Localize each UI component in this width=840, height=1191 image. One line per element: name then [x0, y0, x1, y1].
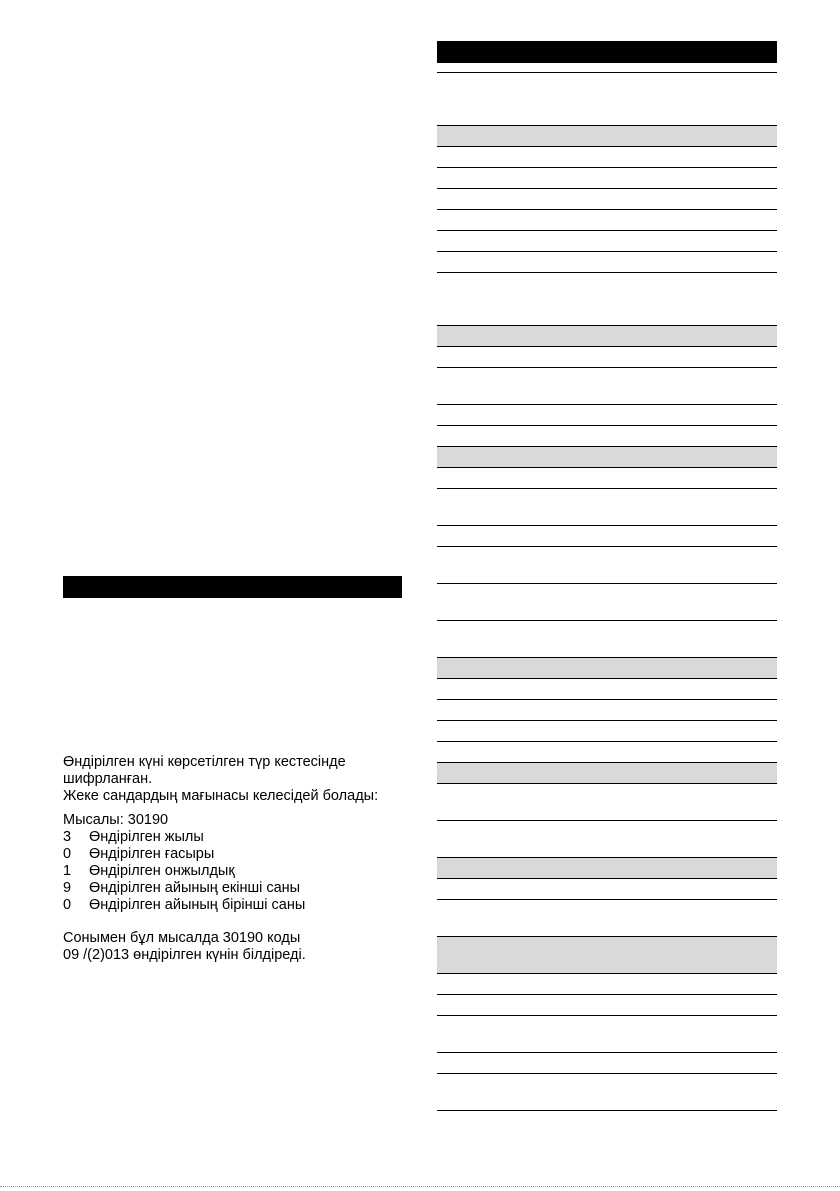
- list-desc: Өндірілген ғасыры: [89, 846, 215, 862]
- meaning-text: Жеке сандардың мағынасы келесідей болады:: [63, 788, 379, 804]
- table-row: [437, 820, 777, 858]
- table-row: [437, 878, 777, 900]
- table-row: [437, 546, 777, 584]
- list-digit: 1: [63, 863, 72, 879]
- list-item: [63, 846, 408, 863]
- table-row: [437, 583, 777, 621]
- table-row: [437, 525, 777, 547]
- table-group-row: [437, 857, 777, 879]
- table-row: [437, 899, 777, 937]
- table-group-row: [437, 446, 777, 468]
- table-row: [437, 973, 777, 995]
- list-desc: Өндірілген онжылдық: [89, 863, 235, 879]
- list-digit: 0: [63, 897, 72, 913]
- list-item: [63, 897, 408, 914]
- conclusion-line-2: 09 /(2)013 өндірілген күнін білдіреді.: [63, 947, 306, 963]
- table-row: [437, 1073, 777, 1111]
- example-label: Мысалы: 30190: [63, 812, 169, 828]
- example-block: [63, 812, 408, 914]
- encoding-text: Өндірілген күні көрсетілген түр кестесінде шифрланған.: [63, 754, 346, 787]
- table-row: [437, 251, 777, 273]
- table-row: [437, 720, 777, 742]
- table-bottom-border: [437, 1110, 777, 1111]
- table-group-row: [437, 325, 777, 347]
- table-row: [437, 425, 777, 447]
- page-bottom-divider: [0, 1186, 840, 1187]
- technical-data-table: [437, 0, 777, 1191]
- table-row: [437, 1015, 777, 1053]
- list-digit: 0: [63, 846, 72, 862]
- table-row: [437, 678, 777, 700]
- table-group-row: [437, 125, 777, 147]
- table-row: [437, 209, 777, 231]
- conclusion-block: [63, 930, 408, 964]
- list-desc: Өндірілген жылы: [89, 829, 204, 845]
- list-digit: 3: [63, 829, 72, 845]
- table-row: [437, 272, 777, 326]
- list-digit: 9: [63, 880, 72, 896]
- table-group-row: [437, 657, 777, 679]
- list-item: [63, 880, 408, 897]
- list-item: [63, 863, 408, 880]
- conclusion-line-1: Сонымен бұл мысалда 30190 коды: [63, 930, 301, 946]
- table-row: [437, 620, 777, 658]
- production-date-info: [63, 754, 408, 805]
- left-section-header-bar: [63, 576, 402, 598]
- table-row: [437, 146, 777, 168]
- list-item: [63, 829, 408, 846]
- table-row: [437, 367, 777, 405]
- table-group-row: [437, 762, 777, 784]
- list-desc: Өндірілген айының бірінші саны: [89, 897, 306, 913]
- table-row: [437, 467, 777, 489]
- table-row: [437, 72, 777, 126]
- table-row: [437, 188, 777, 210]
- table-row: [437, 167, 777, 189]
- table-row: [437, 994, 777, 1016]
- table-row: [437, 741, 777, 763]
- table-row: [437, 699, 777, 721]
- table-row: [437, 230, 777, 252]
- table-row: [437, 783, 777, 821]
- list-desc: Өндірілген айының екінші саны: [89, 880, 301, 896]
- table-group-row: [437, 936, 777, 974]
- table-row: [437, 346, 777, 368]
- table-row: [437, 404, 777, 426]
- table-row: [437, 1052, 777, 1074]
- table-row: [437, 488, 777, 526]
